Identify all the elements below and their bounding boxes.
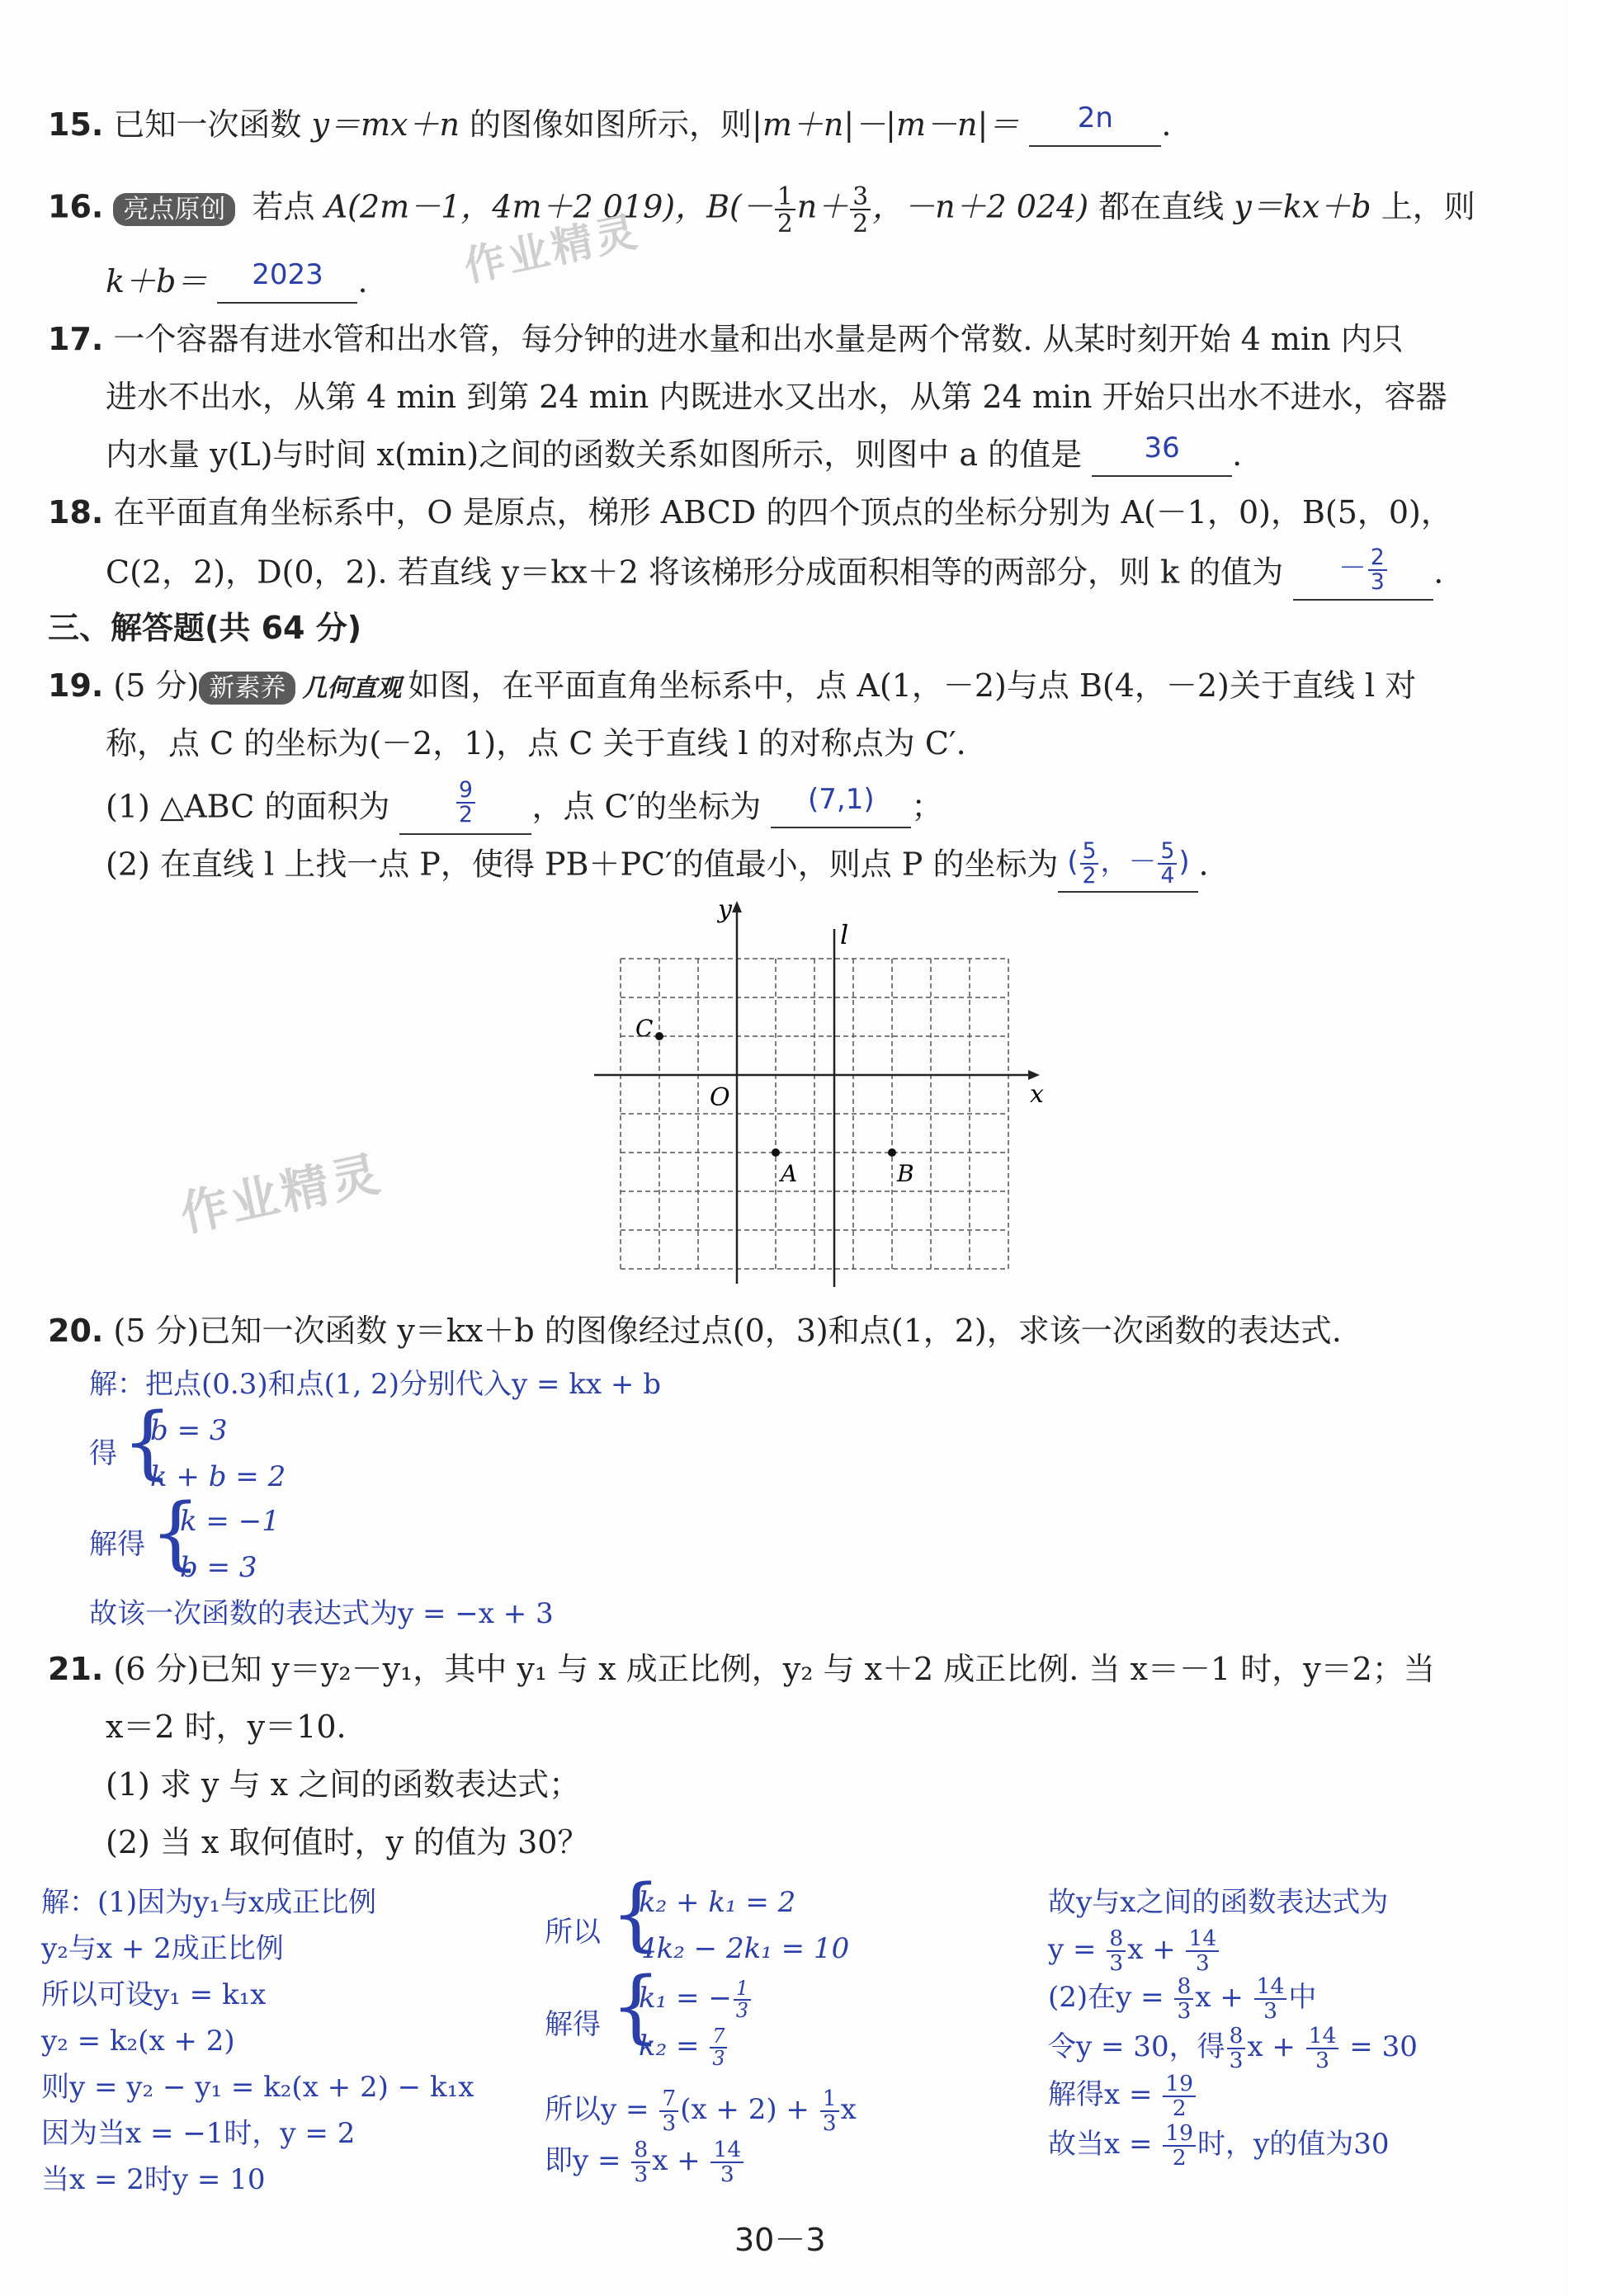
answer-blank[interactable] xyxy=(1058,838,1198,893)
math-expression: k＋b＝ xyxy=(106,263,208,299)
solution-line: 解得 xyxy=(545,2008,601,2041)
fraction xyxy=(1107,1927,1126,1975)
equation xyxy=(639,2026,729,2069)
punctuation: . xyxy=(1161,106,1172,143)
question-text: 的图像如图所示，则 xyxy=(470,106,753,143)
punctuation: . xyxy=(1433,554,1444,591)
question-text: 内水量 y(L)与时间 x(min)之间的函数关系如图所示，则图中 a 的值是 xyxy=(106,436,1083,473)
question-19-part1 xyxy=(106,777,943,835)
grid-lines xyxy=(621,959,1008,1272)
answer-blank[interactable] xyxy=(1293,545,1433,601)
fraction-numerator: 1 xyxy=(775,183,795,210)
x-axis-arrow xyxy=(1028,1070,1040,1080)
solution-line: 故y与x之间的函数表达式为 xyxy=(1048,1886,1389,1919)
fraction-denominator: 3 xyxy=(1315,2047,1330,2073)
solution-line xyxy=(1048,1975,1316,2023)
solution-line: 因为当x = −1时，y = 2 xyxy=(41,2117,356,2150)
question-text: C(2，2)，D(0，2). 若直线 y＝kx＋2 将该梯形分成面积相等的两部分，则 k 的值为 xyxy=(106,554,1284,591)
question-text: 在平面直角坐标系中，O 是原点，梯形 ABCD 的四个顶点的坐标分别为 A(－1，0)，B(5，0)， xyxy=(113,494,1452,530)
fraction-numerator: 9 xyxy=(456,779,475,804)
question-19-line2 xyxy=(106,724,966,762)
fraction-numerator: 3 xyxy=(850,183,871,210)
solution-line: 解：把点(0.3)和点(1, 2)分别代入y = kx + b xyxy=(89,1368,661,1401)
fraction xyxy=(1158,840,1177,888)
equation-part: (2)在y = xyxy=(1048,1980,1173,2014)
equation-brace: { xyxy=(150,1487,201,1579)
skill-tag: 几何直观 xyxy=(302,674,402,703)
punctuation: . xyxy=(1232,436,1243,473)
equation-part: 即y = xyxy=(545,2143,630,2177)
origin-label: O xyxy=(710,1083,730,1112)
question-18 xyxy=(48,493,1452,531)
question-text: x＝2 时，y＝10. xyxy=(106,1709,347,1745)
fraction xyxy=(775,183,795,236)
paren: ( xyxy=(1067,846,1079,879)
answer-blank[interactable] xyxy=(1092,431,1232,477)
point-c-label: C xyxy=(635,1015,654,1042)
handwritten-answer: 2n xyxy=(1077,101,1113,134)
question-21 xyxy=(48,1650,1435,1688)
question-number: 16. xyxy=(48,188,104,225)
handwritten-answer xyxy=(455,777,477,827)
question-text: 如图，在平面直角坐标系中，点 A(1，－2)与点 B(4，－2)关于直线 l 对 xyxy=(408,667,1417,704)
question-text: 都在直线 xyxy=(1098,188,1225,225)
handwritten-answer xyxy=(1338,545,1389,595)
fraction-denominator: 2 xyxy=(1172,2144,1187,2171)
solution-line xyxy=(1048,2025,1418,2072)
fraction-denominator: 3 xyxy=(1229,2047,1244,2073)
fraction xyxy=(710,2026,727,2069)
solution-line: 所以可设y₁ = k₁x xyxy=(41,1978,267,2011)
fraction-denominator: 3 xyxy=(712,2046,725,2070)
question-20 xyxy=(48,1312,1342,1350)
question-number: 21. xyxy=(48,1651,104,1687)
separator: ，－ xyxy=(1100,846,1157,879)
equation-part: y = xyxy=(1048,1932,1106,1966)
answer-blank[interactable] xyxy=(217,258,357,304)
fraction-denominator: 3 xyxy=(720,2161,734,2187)
fraction xyxy=(1306,2025,1339,2072)
fraction-numerator: 19 xyxy=(1163,2072,1196,2097)
solution-line xyxy=(1048,2072,1197,2120)
fraction-denominator: 3 xyxy=(1263,1997,1277,2024)
question-number: 19. xyxy=(48,667,104,704)
question-text: 若点 xyxy=(252,188,315,225)
fraction-numerator: 14 xyxy=(1254,1975,1287,2000)
point-b-label: B xyxy=(897,1160,914,1187)
answer-sign: － xyxy=(1338,552,1367,586)
solution-line xyxy=(545,2087,857,2135)
equation-part: 解得x = xyxy=(1048,2077,1162,2111)
fraction-numerator: 1 xyxy=(820,2087,839,2112)
solution-line: 当x = 2时y = 10 xyxy=(41,2163,266,2196)
paren: ) xyxy=(1178,846,1190,879)
fraction-denominator: 3 xyxy=(662,2110,677,2136)
equation: 4k₂ − 2k₁ = 10 xyxy=(639,1932,850,1965)
equation: k = −1 xyxy=(180,1505,280,1538)
equation: b = 3 xyxy=(180,1551,257,1584)
question-text: (2) 在直线 l 上找一点 P，使得 PB＋PC′的值最小，则点 P 的坐标为 xyxy=(106,846,1059,883)
fraction-numerator: 8 xyxy=(1174,1975,1193,2000)
question-score: (5 分) xyxy=(113,667,200,704)
question-text: 一个容器有进水管和出水管，每分钟的进水量和出水量是两个常数. 从某时刻开始 4 min 内只 xyxy=(113,321,1404,357)
fraction-denominator: 3 xyxy=(822,2110,837,2136)
coordinate-grid-figure xyxy=(578,883,1056,1295)
point-b xyxy=(888,1148,896,1157)
question-number: 18. xyxy=(48,494,104,530)
fraction xyxy=(1163,2122,1196,2170)
question-text: ，点 C′的坐标为 xyxy=(531,788,762,825)
fraction-denominator: 3 xyxy=(1370,568,1385,595)
solution-line: 故该一次函数的表达式为y = −x + 3 xyxy=(89,1597,554,1630)
fraction-numerator: 14 xyxy=(710,2138,743,2163)
fraction xyxy=(1174,1975,1193,2023)
solution-line: y₂ = k₂(x + 2) xyxy=(41,2025,235,2058)
equation-part: k₂ = xyxy=(639,2029,709,2063)
question-number: 15. xyxy=(48,106,104,143)
fraction-denominator: 3 xyxy=(735,1998,748,2022)
fraction-numerator: 8 xyxy=(1107,1927,1126,1952)
y-axis-label: y xyxy=(718,895,732,924)
fraction-denominator: 4 xyxy=(1160,862,1175,889)
question-text: 进水不出水，从第 4 min 到第 24 min 内既进水又出水，从第 24 min 开始只出水不进水，容器 xyxy=(106,379,1447,415)
solution-line: 得 xyxy=(89,1437,117,1470)
fraction-numerator: 5 xyxy=(1158,840,1177,865)
punctuation: . xyxy=(1198,846,1209,883)
fraction-numerator: 8 xyxy=(631,2138,650,2163)
fraction-denominator: 3 xyxy=(634,2161,649,2187)
question-19 xyxy=(48,667,1416,708)
fraction-denominator: 2 xyxy=(852,209,869,238)
fraction-numerator: 7 xyxy=(710,2026,727,2048)
fraction-denominator: 2 xyxy=(777,209,793,238)
equation-part: 所以y = xyxy=(545,2092,659,2126)
fraction xyxy=(850,183,871,236)
math-expression: y＝mx＋n xyxy=(311,106,460,143)
question-text: 已知一次函数 xyxy=(113,106,302,143)
fraction xyxy=(1368,546,1387,594)
math-expression: y＝kx＋b xyxy=(1234,188,1371,225)
fraction-numerator: 2 xyxy=(1368,546,1387,571)
watermark: 作业精灵 xyxy=(175,1144,388,1242)
solution-line: 则y = y₂ − y₁ = k₂(x + 2) − k₁x xyxy=(41,2071,474,2104)
fraction xyxy=(710,2138,743,2186)
equation-part: x xyxy=(840,2092,857,2126)
punctuation: . xyxy=(357,263,368,299)
question-17-line3 xyxy=(106,431,1243,477)
question-text: (1) △ABC 的面积为 xyxy=(106,788,390,825)
fraction-numerator: 5 xyxy=(1080,840,1099,865)
fraction-numerator: 19 xyxy=(1163,2122,1196,2147)
equation xyxy=(639,1978,753,2021)
fraction-denominator: 2 xyxy=(459,801,473,827)
literacy-badge: 新素养 xyxy=(199,672,295,705)
question-text: 称，点 C 的坐标为(－2，1)，点 C 关于直线 l 的对称点为 C′. xyxy=(106,725,966,761)
solution-line: y₂与x + 2成正比例 xyxy=(41,1932,284,1965)
fraction xyxy=(631,2138,650,2186)
math-expression: n＋ xyxy=(796,188,849,225)
fraction-denominator: 3 xyxy=(1177,1997,1192,2024)
point-c xyxy=(655,1032,663,1040)
fraction-denominator: 2 xyxy=(1082,862,1097,889)
equation-part: 故当x = xyxy=(1048,2127,1162,2161)
equation-brace: { xyxy=(611,1868,662,1960)
solution-line xyxy=(1048,2122,1390,2170)
equation: b = 3 xyxy=(150,1414,228,1447)
equation-part: (x + 2) + xyxy=(680,2092,819,2126)
fraction xyxy=(1163,2072,1196,2120)
question-18-line2 xyxy=(106,545,1444,601)
equation-part: = 30 xyxy=(1340,2030,1418,2063)
solution-line: 所以 xyxy=(545,1916,601,1949)
question-number: 17. xyxy=(48,321,104,357)
solution-line: 解得 xyxy=(89,1528,145,1561)
handwritten-answer: 2023 xyxy=(252,258,323,291)
handwritten-answer xyxy=(1067,838,1190,889)
question-17 xyxy=(48,320,1404,358)
question-part: (1) 求 y 与 x 之间的函数表达式； xyxy=(106,1766,581,1803)
equation-part: 中 xyxy=(1288,1980,1317,2014)
equation-part: k₁ = − xyxy=(639,1981,732,2015)
question-text: 已知 y＝y₂－y₁，其中 y₁ 与 x 成正比例，y₂ 与 x＋2 成正比例. 当 x＝－1 时，y＝2；当 xyxy=(199,1651,1435,1687)
point-a xyxy=(772,1148,780,1157)
watermark: 作业精灵 xyxy=(460,207,644,291)
answer-blank[interactable] xyxy=(399,777,531,835)
fraction xyxy=(820,2087,839,2135)
question-part: (2) 当 x 取何值时，y 的值为 30？ xyxy=(106,1824,589,1860)
solution-line xyxy=(1048,1927,1220,1975)
equation: k₂ + k₁ = 2 xyxy=(639,1886,796,1919)
fraction-numerator: 7 xyxy=(659,2087,678,2112)
fraction-numerator: 8 xyxy=(1227,2025,1246,2049)
equation-part: x + xyxy=(1127,1932,1185,1966)
equation-part: 时，y的值为30 xyxy=(1197,2127,1390,2161)
fraction-denominator: 2 xyxy=(1172,2095,1187,2121)
fraction-denominator: 3 xyxy=(1109,1949,1124,1976)
math-expression: |m＋n|－|m－n|＝ xyxy=(752,106,1020,143)
equation-part: x + xyxy=(1247,2030,1305,2063)
fraction-denominator: 3 xyxy=(1195,1949,1210,1976)
solution-line xyxy=(545,2138,745,2186)
question-16-line2 xyxy=(106,258,368,304)
question-text: 上，则 xyxy=(1381,188,1475,225)
question-15 xyxy=(48,101,1172,147)
fraction xyxy=(1080,840,1099,888)
fraction-numerator: 14 xyxy=(1186,1927,1219,1952)
fraction-numerator: 1 xyxy=(734,1978,751,2001)
fraction xyxy=(1227,2025,1246,2072)
question-score: (5 分) xyxy=(113,1313,200,1349)
line-l-label: l xyxy=(840,919,849,950)
page-number: 30－3 xyxy=(734,2222,826,2258)
fraction xyxy=(1254,1975,1287,2023)
punctuation: ； xyxy=(911,788,943,825)
question-16 xyxy=(48,183,1475,236)
handwritten-answer: (7,1) xyxy=(808,783,875,817)
x-axis-label: x xyxy=(1030,1080,1044,1109)
equation: k + b = 2 xyxy=(150,1460,286,1493)
equation-part: x + xyxy=(1195,1980,1253,2014)
solution-line: 解：(1)因为y₁与x成正比例 xyxy=(41,1886,377,1919)
answer-blank[interactable] xyxy=(1029,101,1161,147)
original-badge: 亮点原创 xyxy=(113,193,235,226)
math-expression: ，－n＋2 024) xyxy=(872,188,1089,225)
handwritten-answer: 36 xyxy=(1144,431,1180,464)
fraction xyxy=(659,2087,678,2135)
question-number: 20. xyxy=(48,1313,104,1349)
fraction xyxy=(1186,1927,1219,1975)
y-axis-arrow xyxy=(732,901,742,912)
question-text: 已知一次函数 y＝kx＋b 的图像经过点(0，3)和点(1，2)，求该一次函数的表达式. xyxy=(199,1313,1342,1349)
equation-brace: { xyxy=(122,1396,173,1488)
point-coordinates: A(2m－1，4m＋2 019)，B(－ xyxy=(324,188,773,225)
question-17-line2 xyxy=(106,378,1447,416)
question-score: (6 分) xyxy=(113,1651,200,1687)
answer-blank[interactable] xyxy=(771,783,911,828)
point-a-label: A xyxy=(781,1160,798,1187)
section-title: 三、解答题(共 64 分) xyxy=(48,610,362,646)
equation-brace: { xyxy=(611,1960,662,2053)
fraction-numerator: 14 xyxy=(1306,2025,1339,2049)
equation-part: 令y = 30，得 xyxy=(1048,2030,1225,2063)
fraction xyxy=(456,779,475,827)
fraction xyxy=(734,1978,751,2021)
equation-part: x + xyxy=(652,2143,710,2177)
